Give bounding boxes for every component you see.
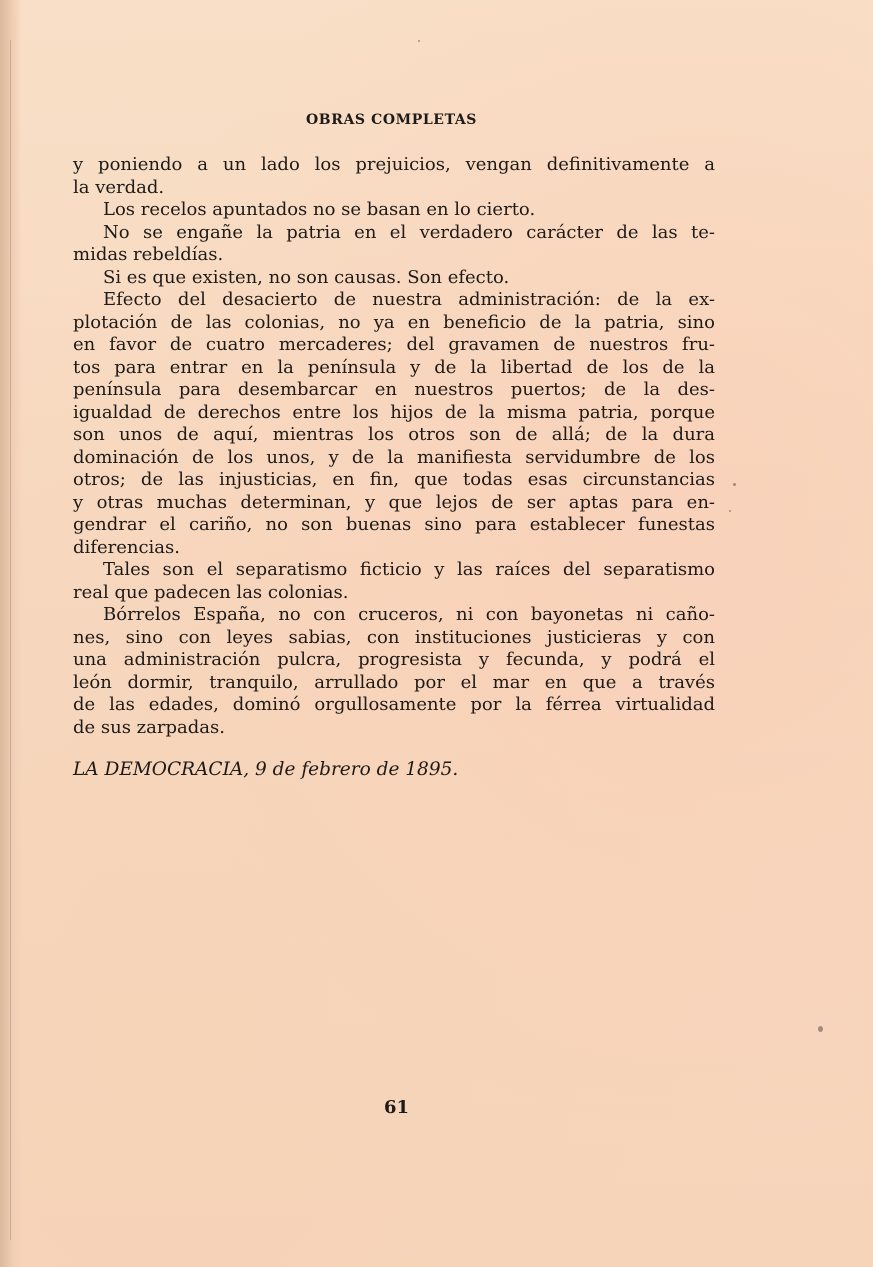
text-line: nes, sino con leyes sabias, con instituciones justicieras y con (73, 626, 715, 648)
text-line: dominación de los unos, y de la manifiesta servidumbre de los (73, 446, 715, 468)
text-line: plotación de las colonias, no ya en beneficio de la patria, sino (73, 311, 715, 333)
page-edge-shadow (0, 0, 22, 1267)
text-line: igualdad de derechos entre los hijos de la misma patria, porque (73, 401, 715, 423)
text-line: Los recelos apuntados no se basan en lo cierto. (103, 199, 536, 220)
text-line: Si es que existen, no son causas. Son efecto. (103, 266, 510, 288)
text-line: Efecto del desacierto de nuestra administración: de la ex- (103, 289, 715, 310)
paper-speck (729, 510, 731, 512)
paper-speck (418, 40, 420, 42)
page-number: 61 (383, 1097, 410, 1118)
text-line: tos para entrar en la península y de la libertad de los de la (73, 356, 715, 378)
text-line: otros; de las injusticias, en fin, que todas esas circunstancias (73, 469, 715, 490)
paper-speck (818, 1026, 823, 1032)
text-line: y otras muchas determinan, y que lejos de ser aptas para en- (73, 491, 715, 513)
text-line: diferencias. (73, 536, 180, 558)
text-line: león dormir, tranquilo, arrullado por el mar en que a través (73, 671, 715, 693)
text-line: de las edades, dominó orgullosamente por la férrea virtualidad (73, 694, 715, 715)
article-body (73, 154, 715, 739)
text-line: la verdad. (73, 176, 165, 198)
source-signature: LA DEMOCRACIA, 9 de febrero de 1895. (73, 759, 459, 780)
text-line: Bórrelos España, no con cruceros, ni con bayonetas ni caño- (103, 604, 715, 625)
text-line: midas rebeldías. (73, 244, 224, 265)
binding-line (10, 40, 11, 1240)
text-line: y poniendo a un lado los prejuicios, vengan definitivamente a (73, 154, 715, 175)
text-line: de sus zarpadas. (73, 716, 225, 738)
text-line: Tales son el separatismo ficticio y las raíces del separatismo (103, 559, 715, 580)
text-line: en favor de cuatro mercaderes; del gravamen de nuestros fru- (73, 334, 715, 355)
text-line: península para desembarcar en nuestros puertos; de la des- (73, 379, 715, 400)
text-line: No se engañe la patria en el verdadero carácter de las te- (103, 221, 715, 243)
paper-speck (733, 483, 736, 486)
text-line: una administración pulcra, progresista y fecunda, y podrá el (73, 649, 715, 670)
text-line: real que padecen las colonias. (73, 581, 349, 603)
running-header: OBRAS COMPLETAS (305, 112, 477, 128)
text-line: son unos de aquí, mientras los otros son de allá; de la dura (73, 424, 715, 445)
text-line: gendrar el cariño, no son buenas sino para establecer funestas (73, 514, 715, 535)
